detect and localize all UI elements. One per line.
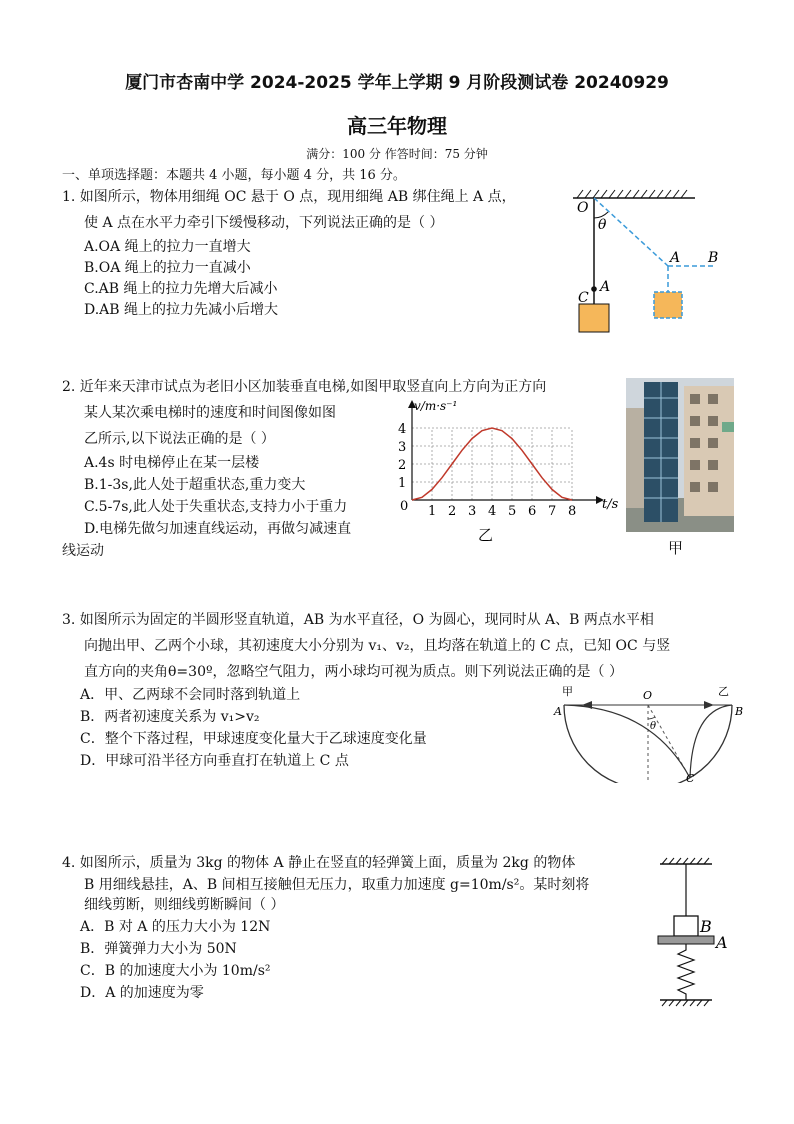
q1-stem-line-2: 使 A 点在水平力牵引下缓慢移动，下列说法正确的是（ ） xyxy=(84,215,444,231)
chart-axes xyxy=(408,400,604,504)
x-tick-label-7: 7 xyxy=(548,504,557,519)
q1-label-a-point: A xyxy=(600,279,611,295)
q1-option-b: B.OA 绳上的拉力一直减小 xyxy=(84,260,251,276)
exam-meta: 满分：100 分 作答时间：75 分钟 xyxy=(306,147,488,161)
x-tick-label-2: 2 xyxy=(448,504,457,519)
q1-figure xyxy=(565,184,730,344)
q2-option-b: B.1-3s,此人处于超重状态,重力变大 xyxy=(84,477,306,493)
section-heading: 一、单项选择题：本题共 4 小题，每小题 4 分，共 16 分。 xyxy=(62,168,406,183)
q2-option-d: D.电梯先做匀加速直线运动，再做匀减速直 xyxy=(84,521,352,537)
chart-xlabel: t/s xyxy=(602,497,619,512)
q1-label-theta: θ xyxy=(598,217,607,233)
q1-option-d: D.AB 绳上的拉力先减小后增大 xyxy=(84,302,279,318)
x-tick-label-4: 4 xyxy=(488,504,497,519)
q3-option-c: C．整个下落过程，甲球速度变化量大于乙球速度变化量 xyxy=(80,731,427,747)
q3-stem-line-2: 向抛出甲、乙两个小球，其初速度大小分别为 v₁、v₂，且均落在轨道上的 C 点，已知 OC 与竖 xyxy=(84,638,671,654)
q2-stem-line-3: 乙所示,以下说法正确的是（ ） xyxy=(84,431,275,447)
q2-stem-line-2: 某人某次乘电梯时的速度和时间图像如图 xyxy=(84,405,336,421)
q3-label-c: C xyxy=(686,772,695,783)
x-tick-label-3: 3 xyxy=(468,504,477,519)
q2-photo-label: 甲 xyxy=(668,539,684,557)
q4-stem-line-3: 细线剪断，则细线剪断瞬间（ ） xyxy=(84,897,285,913)
q3-option-a: A．甲、乙两球不会同时落到轨道上 xyxy=(80,687,301,703)
q4-plate-a xyxy=(658,936,714,944)
q3-label-a: A xyxy=(554,705,562,718)
q3-stem-line-3: 直方向的夹角θ=30º，忽略空气阻力，两小球均可视为质点。则下列说法正确的是（ ） xyxy=(84,664,624,680)
q2-figure-label: 乙 xyxy=(478,526,494,544)
q2-elevator-photo xyxy=(626,378,734,532)
q4-stem-line-1: 4. 如图所示，质量为 3kg 的物体 A 静止在竖直的轻弹簧上面，质量为 2kg 的物体 xyxy=(62,855,576,871)
q3-label-jia: 甲 xyxy=(562,685,573,698)
x-tick-label-8: 8 xyxy=(568,504,577,519)
chart-ylabel: v/m·s⁻¹ xyxy=(414,399,458,413)
q3-label-theta: θ xyxy=(650,721,657,732)
q2-option-d-tail: 线运动 xyxy=(62,543,104,559)
y-tick-label-2: 2 xyxy=(398,458,407,473)
q2-option-c: C.5-7s,此人处于失重状态,支持力小于重力 xyxy=(84,499,348,515)
y-tick-label-1: 1 xyxy=(398,476,407,491)
q2-stem-line-1: 2. 近年来天津市试点为老旧小区加装垂直电梯,如图甲取竖直向上方向为正方向 xyxy=(62,379,547,395)
x-tick-label-5: 5 xyxy=(508,504,517,519)
q3-label-b: B xyxy=(735,705,744,718)
q1-block-solid xyxy=(579,304,609,332)
y-tick-label-4: 4 xyxy=(398,422,407,437)
y-tick-label-3: 3 xyxy=(398,440,407,455)
q3-stem-line-1: 3. 如图所示为固定的半圆形竖直轨道，AB 为水平直径，O 为圆心，现同时从 A、B 两点水平相 xyxy=(62,612,654,628)
exam-subtitle: 高三年物理 xyxy=(347,114,447,138)
q1-option-c: C.AB 绳上的拉力先增大后减小 xyxy=(84,281,278,297)
chart-origin-label: 0 xyxy=(400,499,409,514)
q1-label-o: O xyxy=(577,200,589,216)
exam-title: 厦门市杏南中学 2024-2025 学年上学期 9 月阶段测试卷 20240929 xyxy=(125,73,669,93)
q3-option-d: D．甲球可沿半径方向垂直打在轨道上 C 点 xyxy=(80,753,349,769)
q1-label-b: B xyxy=(708,250,719,266)
q4-label-a: A xyxy=(716,933,728,952)
q4-option-b: B．弹簧弹力大小为 50N xyxy=(80,941,237,957)
q1-option-a: A.OA 绳上的拉力一直增大 xyxy=(84,239,251,255)
q2-vt-chart xyxy=(390,396,624,548)
q1-label-c: C xyxy=(578,290,589,306)
q3-figure xyxy=(552,683,748,783)
q4-figure xyxy=(650,854,740,1010)
q4-block-b xyxy=(674,916,698,936)
chart-ticks xyxy=(398,422,576,519)
q1-block-dashed xyxy=(654,292,682,318)
q4-stem-line-2: B 用细线悬挂，A、B 间相互接触但无压力，取重力加速度 g=10m/s²。某时刻将 xyxy=(84,877,590,893)
q4-option-a: A．B 对 A 的压力大小为 12N xyxy=(80,919,271,935)
q1-stem-line-1: 1. 如图所示，物体用细绳 OC 悬于 O 点，现用细绳 AB 绑住绳上 A 点， xyxy=(62,189,516,205)
q3-option-b: B．两者初速度关系为 v₁>v₂ xyxy=(80,709,260,725)
x-tick-label-6: 6 xyxy=(528,504,537,519)
x-tick-label-1: 1 xyxy=(428,504,437,519)
q4-option-c: C．B 的加速度大小为 10m/s² xyxy=(80,963,271,979)
q4-option-d: D．A 的加速度为零 xyxy=(80,985,204,1001)
q2-option-a: A.4s 时电梯停止在某一层楼 xyxy=(84,455,260,471)
q3-label-o: O xyxy=(643,689,653,702)
q4-label-b: B xyxy=(700,917,712,936)
q3-label-yi: 乙 xyxy=(718,685,729,698)
chart-grid xyxy=(412,428,572,500)
q1-label-a: A xyxy=(670,250,681,266)
